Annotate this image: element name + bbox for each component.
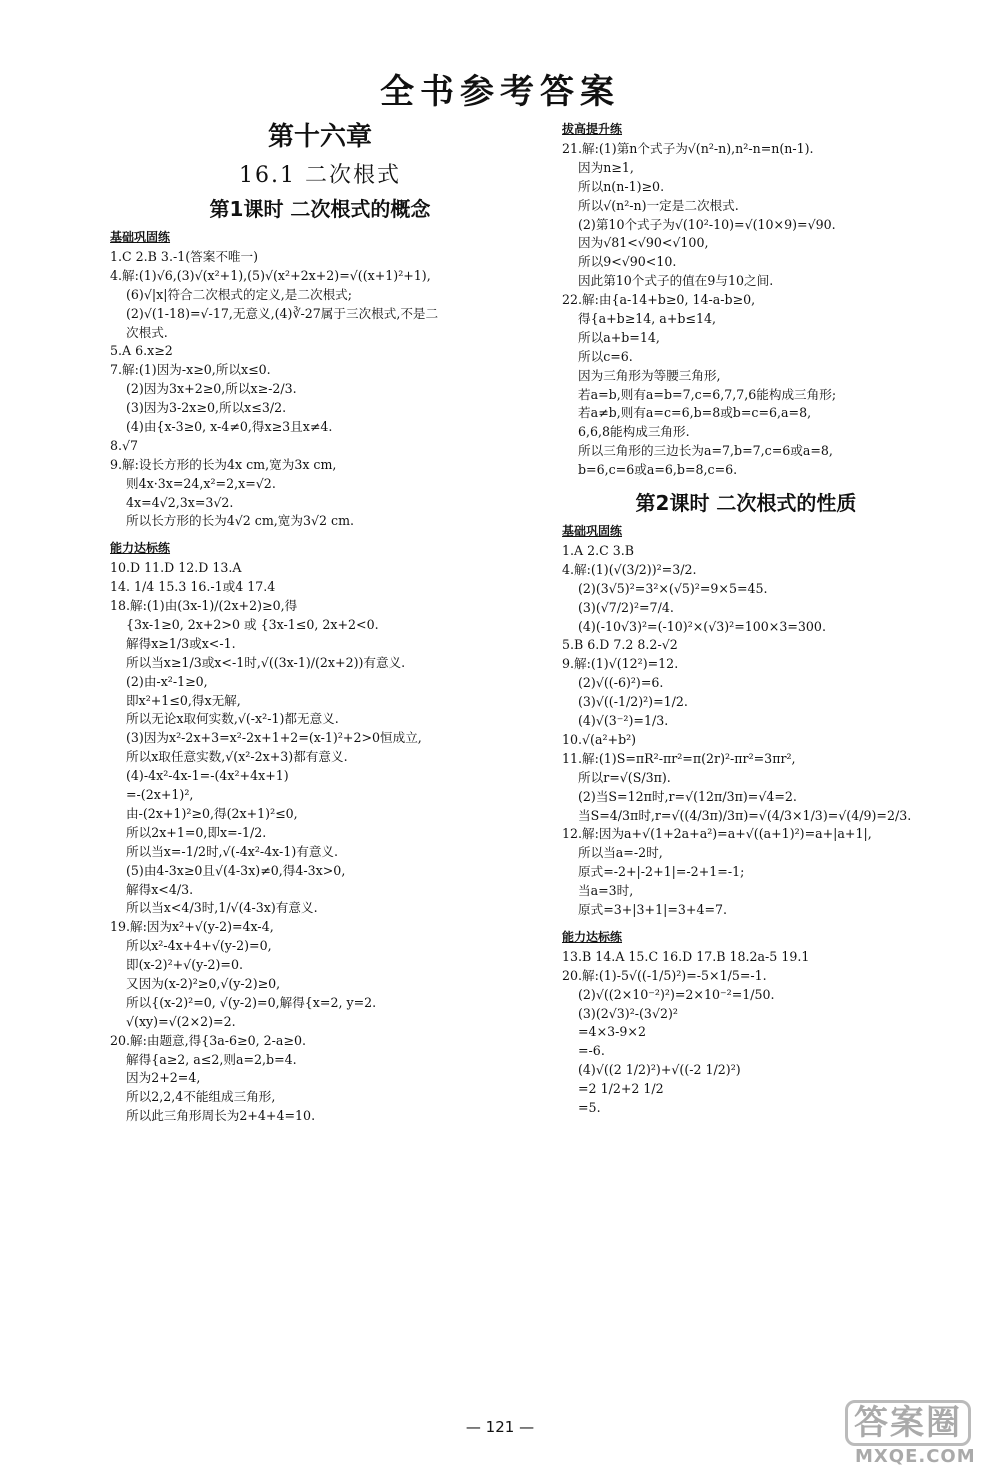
answer-line: 所以当x≥1/3或x<-1时,√((3x-1)/(2x+2))有意义. [126, 654, 406, 670]
answer-line: (2)√((2×10⁻²)²)=2×10⁻²=1/50. [578, 986, 775, 1002]
answer-line: 10.D 11.D 12.D 13.A [110, 560, 242, 576]
answer-line: =-(2x+1)², [126, 787, 194, 803]
answer-line: =5. [578, 1099, 601, 1115]
answer-line: 所以三角形的三边长为a=7,b=7,c=6或a=8, [578, 443, 833, 459]
answer-line: 当a=3时, [578, 883, 634, 899]
answer-line: 19.解:因为x²+√(y-2)=4x-4, [110, 919, 274, 935]
answer-line: 所以c=6. [578, 348, 633, 364]
answer-line: 所以当x=-1/2时,√(-4x²-4x-1)有意义. [126, 843, 339, 859]
answer-line: 所以{(x-2)²=0, √(y-2)=0,解得{x=2, y=2. [126, 994, 377, 1010]
answer-line: 8.√7 [110, 437, 139, 453]
answer-line: (3)√((-1/2)²)=1/2. [578, 694, 688, 710]
answer-line: 所以长方形的长为4√2 cm,宽为3√2 cm. [126, 513, 355, 529]
answer-line: 4.解:(1)√6,(3)√(x²+1),(5)√(x²+2x+2)=√((x+1)²+1), [110, 267, 431, 283]
answer-line: 若a=b,则有a=b=7,c=6,7,7,6能构成三角形; [578, 386, 837, 402]
answer-line: 5.A 6.x≥2 [110, 343, 173, 359]
answer-line: 解得{a≥2, a≤2,则a=2,b=4. [126, 1051, 297, 1067]
section-label: 能力达标练 [110, 541, 171, 556]
answer-line: 原式=3+|3+1|=3+4=7. [578, 901, 728, 917]
answer-line: 9.解:设长方形的长为4x cm,宽为3x cm, [110, 456, 337, 472]
answer-line: 1.C 2.B 3.-1(答案不唯一) [110, 249, 259, 264]
answer-line: 因此第10个式子的值在9与10之间. [578, 273, 774, 289]
section-heading: 16.1 二次根式 [239, 163, 401, 188]
answer-line: 由-(2x+1)²≥0,得(2x+1)²≤0, [126, 805, 298, 821]
answer-line: 因为三角形为等腰三角形, [578, 367, 721, 383]
answer-line: 即x²+1≤0,得x无解, [126, 692, 241, 708]
answer-line: (2)(3√5)²=3²×(√5)²=9×5=45. [578, 580, 768, 596]
answer-line: 所以a+b=14, [578, 329, 660, 345]
answer-line: 12.解:因为a+√(1+2a+a²)=a+√((a+1)²)=a+|a+1|, [562, 826, 872, 842]
chapter-heading: 第十六章 [267, 122, 372, 152]
answer-line: 则4x·3x=24,x²=2,x=√2. [126, 475, 276, 491]
answer-line: 解得x≥1/3或x<-1. [126, 635, 236, 651]
right-column [562, 118, 930, 1118]
page-title: 全书参考答案 [380, 72, 620, 112]
answer-line: 4.解:(1)(√(3/2))²=3/2. [562, 561, 697, 577]
answer-line: 13.B 14.A 15.C 16.D 17.B 18.2a-5 19.1 [562, 948, 810, 964]
left-column [110, 118, 530, 1126]
answer-line: 6,6,8能构成三角形. [578, 424, 690, 440]
answer-line: (4)-4x²-4x-1=-(4x²+4x+1) [126, 768, 289, 784]
answer-line: 得{a+b≥14, a+b≤14, [578, 311, 717, 327]
answer-line: (3)(√7/2)²=7/4. [578, 599, 674, 615]
answer-line: 20.解:(1)-5√((-1/5)²)=-5×1/5=-1. [562, 967, 767, 983]
watermark-logo [845, 1400, 995, 1472]
answer-line: 即(x-2)²+√(y-2)=0. [126, 957, 243, 973]
answer-line: 所以2x+1=0,即x=-1/2. [126, 824, 267, 840]
answer-line: 所以当a=-2时, [578, 845, 663, 861]
answer-line: (3)(2√3)²-(3√2)² [578, 1005, 678, 1021]
answer-line: (5)由4-3x≥0且√(4-3x)≠0,得4-3x>0, [126, 862, 346, 878]
section-label: 基础巩固练 [562, 524, 623, 539]
answer-line: 所以无论x取何实数,√(-x²-1)都无意义. [126, 711, 339, 727]
section-label: 能力达标练 [562, 929, 623, 944]
answer-line: 9.解:(1)√(12²)=12. [562, 656, 679, 672]
answer-line: (2)由-x²-1≥0, [126, 673, 208, 689]
answer-line: 所以此三角形周长为2+4+4=10. [126, 1108, 316, 1124]
lesson-heading: 第1课时 二次根式的概念 [209, 197, 431, 221]
answer-line: 又因为(x-2)²≥0,√(y-2)≥0, [126, 975, 281, 991]
answer-line: (2)因为3x+2≥0,所以x≥-2/3. [126, 381, 297, 397]
answer-line: √(xy)=√(2×2)=2. [126, 1013, 236, 1029]
answer-line: =2 1/2+2 1/2 [578, 1081, 664, 1097]
answer-line: 20.解:由题意,得{3a-6≥0, 2-a≥0. [110, 1032, 306, 1048]
answer-line: 7.解:(1)因为-x≥0,所以x≤0. [110, 362, 271, 378]
answer-line: (6)√|x|符合二次根式的定义,是二次根式; [126, 286, 353, 302]
answer-line: (2)√((-6)²)=6. [578, 675, 664, 691]
answer-line: (4)√((2 1/2)²)+√((-2 1/2)²) [578, 1062, 741, 1078]
answer-line: 所以r=√(S/3π). [578, 769, 671, 785]
answer-line: 14. 1/4 15.3 16.-1或4 17.4 [110, 579, 276, 595]
answer-line: 因为n≥1, [578, 159, 634, 175]
answer-line: (2)√(1-18)=√-17,无意义,(4)∛-27属于三次根式,不是二 [126, 305, 439, 321]
answer-line: (3)因为x²-2x+3=x²-2x+1+2=(x-1)²+2>0恒成立, [126, 730, 422, 746]
answer-line: 若a≠b,则有a=c=6,b=8或b=c=6,a=8, [578, 405, 812, 421]
answer-line: 1.A 2.C 3.B [562, 543, 635, 559]
answer-line: =4×3-9×2 [578, 1024, 646, 1040]
answer-line: 因为√81<√90<√100, [578, 235, 709, 251]
answer-line: 原式=-2+|-2+1|=-2+1=-1; [578, 864, 745, 880]
answer-line: 所以n(n-1)≥0. [578, 178, 665, 194]
answer-line: 22.解:由{a-14+b≥0, 14-a-b≥0, [562, 292, 756, 308]
watermark-url: MXQE.COM [855, 1446, 976, 1467]
answer-line: 次根式. [126, 324, 168, 340]
answer-line: 所以x取任意实数,√(x²-2x+3)都有意义. [126, 749, 348, 765]
answer-line: 4x=4√2,3x=3√2. [126, 494, 234, 510]
page-number: — 121 — [465, 1418, 535, 1436]
lesson-heading: 第2课时 二次根式的性质 [635, 491, 857, 516]
answer-line: 所以9<√90<10. [578, 254, 677, 270]
answer-line: 21.解:(1)第n个式子为√(n²-n),n²-n=n(n-1). [562, 141, 814, 156]
answer-line: b=6,c=6或a=6,b=8,c=6. [578, 462, 738, 478]
answer-line: (2)第10个式子为√(10²-10)=√(10×9)=√90. [578, 216, 836, 232]
answer-line: 5.B 6.D 7.2 8.2-√2 [562, 637, 678, 653]
answer-line: {3x-1≥0, 2x+2>0 或 {3x-1≤0, 2x+2<0. [126, 617, 379, 633]
answer-line: 所以当x<4/3时,1/√(4-3x)有意义. [126, 900, 318, 916]
answer-line: (4)(-10√3)²=(-10)²×(√3)²=100×3=300. [578, 618, 826, 634]
answer-line: 所以√(n²-n)一定是二次根式. [578, 197, 739, 213]
answer-line: 所以x²-4x+4+√(y-2)=0, [126, 938, 272, 954]
watermark-text: 答案圈 [845, 1400, 971, 1446]
answer-line: (3)因为3-2x≥0,所以x≤3/2. [126, 400, 287, 416]
answer-line: 当S=4/3π时,r=√((4/3π)/3π)=√(4/3×1/3)=√(4/9)=2/3. [578, 807, 912, 823]
answer-line: 因为2+2=4, [126, 1070, 201, 1086]
answer-line: 所以2,2,4不能组成三角形, [126, 1089, 276, 1105]
answer-line: 解得x<4/3. [126, 881, 194, 897]
section-label: 拔高提升练 [562, 122, 623, 136]
answer-line: (4)由{x-3≥0, x-4≠0,得x≥3且x≠4. [126, 419, 333, 435]
answer-line: (4)√(3⁻²)=1/3. [578, 713, 669, 729]
answer-line: (2)当S=12π时,r=√(12π/3π)=√4=2. [578, 788, 797, 804]
answer-line: 10.√(a²+b²) [562, 731, 637, 747]
answer-line: =-6. [578, 1043, 605, 1059]
section-label: 基础巩固练 [110, 230, 171, 244]
answer-line: 11.解:(1)S=πR²-πr²=π(2r)²-πr²=3πr², [562, 750, 796, 766]
answer-line: 18.解:(1)由(3x-1)/(2x+2)≥0,得 [110, 598, 298, 614]
